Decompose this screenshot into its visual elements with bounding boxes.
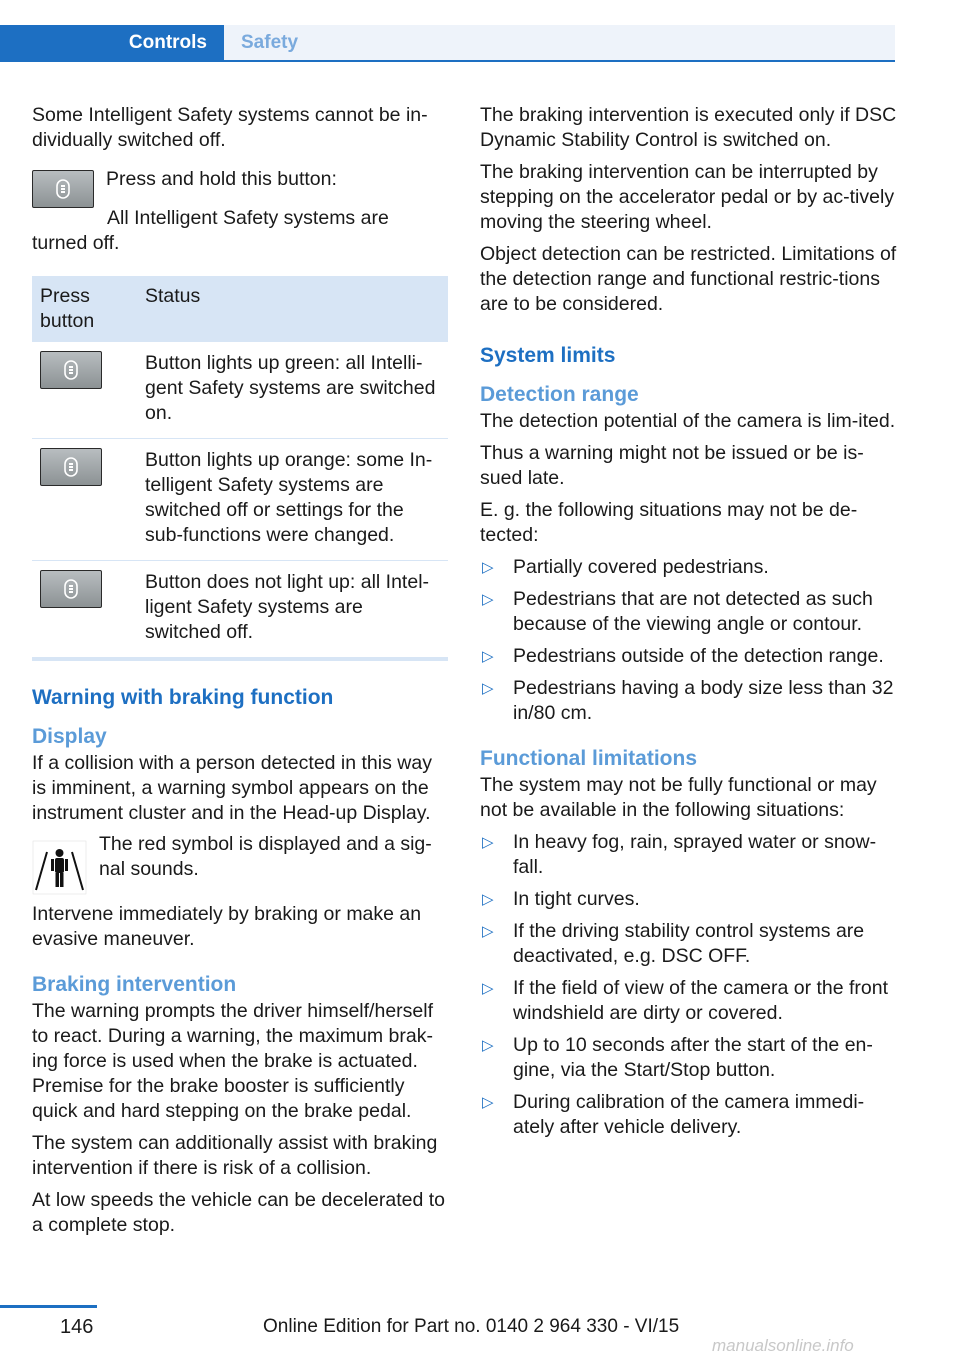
table-row — [32, 342, 448, 439]
watermark: manualsonline.info — [712, 1336, 854, 1355]
list-item: ▷ Pedestrians that are not detected as such because of the viewing angle or contour. — [482, 588, 873, 635]
press-button-instruction — [32, 167, 448, 208]
triangle-bullet-icon: ▷ — [482, 980, 494, 997]
list-item: ▷ In heavy fog, rain, sprayed water or snow-fall. — [482, 831, 877, 878]
braking-paragraph-3: At low speeds the vehicle can be decelerated to a complete stop. — [32, 1189, 446, 1236]
intro-paragraph: Some Intelligent Safety systems cannot be in-dividually switched off. — [32, 104, 428, 151]
table-row — [32, 439, 448, 561]
triangle-bullet-icon: ▷ — [482, 891, 494, 908]
display-paragraph: If a collision with a person detected in this way is imminent, a warning symbol appears on the instrument cluster and in the Head-up Display. — [32, 752, 432, 824]
edition-note: Online Edition for Part no. 0140 2 964 330 - VI/15 — [263, 1316, 680, 1337]
right-paragraph-3: Object detection can be restricted. Limitations of the detection range and functional restric-tions are to be considered. — [480, 243, 897, 315]
triangle-bullet-icon: ▷ — [482, 591, 494, 608]
left-column — [32, 103, 448, 1245]
footer-rule — [0, 1305, 97, 1308]
all-off-text: All Intelligent Safety systems are turned off. — [32, 207, 389, 254]
heading-system-limits: System limits — [480, 344, 616, 367]
detection-paragraph-3: E. g. the following situations may not be de-tected: — [480, 499, 858, 546]
triangle-bullet-icon: ▷ — [482, 559, 494, 576]
list-item: ▷ During calibration of the camera immedi-ately after vehicle delivery. — [482, 1091, 865, 1138]
triangle-bullet-icon: ▷ — [482, 648, 494, 665]
list-item: ▷ In tight curves. — [482, 888, 640, 910]
chapter-header — [0, 0, 895, 62]
triangle-bullet-icon: ▷ — [482, 923, 494, 940]
triangle-bullet-icon: ▷ — [482, 680, 494, 697]
triangle-bullet-icon: ▷ — [482, 1094, 494, 1111]
detection-paragraph-1: The detection potential of the camera is lim-ited. — [480, 410, 896, 432]
detection-list — [480, 555, 900, 726]
detection-paragraph-2: Thus a warning might not be issued or be is-sued late. — [480, 442, 864, 489]
heading-braking-intervention: Braking intervention — [32, 973, 237, 996]
press-hold-text: Press and hold this button: — [106, 168, 337, 190]
list-item: ▷ If the field of view of the camera or the front windshield are dirty or covered. — [482, 977, 889, 1024]
list-item: ▷ Up to 10 seconds after the start of the en-gine, via the Start/Stop button. — [482, 1034, 873, 1081]
button-off-icon — [40, 570, 102, 608]
intelligent-safety-button-icon — [32, 170, 94, 208]
header-status: Status — [145, 285, 201, 307]
right-column — [480, 103, 900, 1147]
heading-detection-range: Detection range — [480, 383, 639, 406]
header-press-button: Press button — [40, 285, 95, 332]
pedestrian-warning-icon — [32, 840, 87, 895]
heading-warning-braking: Warning with braking function — [32, 686, 334, 709]
triangle-bullet-icon: ▷ — [482, 1037, 494, 1054]
status-text: Button lights up green: all Intelli-gent Safety systems are switched on. — [145, 352, 436, 424]
status-text: Button does not light up: all Intel-ligent Safety systems are switched off. — [145, 571, 430, 643]
heading-display: Display — [32, 725, 107, 748]
page-number: 146 — [60, 1316, 94, 1338]
status-table — [32, 276, 448, 661]
braking-paragraph-2: The system can additionally assist with braking intervention if there is risk of a collision. — [32, 1132, 438, 1179]
braking-paragraph-1: The warning prompts the driver himself/herself to react. During a warning, the maximum brak-ing force is used when the brake is actuated. Premise for the brake booster is sufficiently quick and hard stepping on the brake pedal. — [32, 1000, 433, 1122]
table-header — [32, 276, 448, 342]
intervene-paragraph: Intervene immediately by braking or make an evasive maneuver. — [32, 903, 422, 950]
heading-functional-limitations: Functional limitations — [480, 747, 698, 770]
triangle-bullet-icon: ▷ — [482, 834, 494, 851]
list-item: ▷ Pedestrians having a body size less than 32 in/80 cm. — [482, 677, 894, 724]
header-divider — [0, 60, 895, 62]
button-green-icon — [40, 351, 102, 389]
list-item: ▷ Pedestrians outside of the detection range. — [482, 645, 884, 667]
status-text: Button lights up orange: some In-telligent Safety systems are switched off or settings for the sub-functions were changed. — [145, 449, 433, 546]
symbol-text: The red symbol is displayed and a sig-nal sounds. — [99, 833, 432, 880]
right-paragraph-2: The braking intervention can be interrupted by stepping on the accelerator pedal or by ac-tively moving the steering wheel. — [480, 161, 895, 233]
tab-controls[interactable]: Controls — [0, 25, 224, 61]
warning-symbol-row — [32, 833, 448, 895]
list-item: ▷ Partially covered pedestrians. — [482, 556, 769, 578]
tab-safety[interactable]: Safety — [224, 25, 895, 61]
table-row — [32, 561, 448, 657]
list-item: ▷ If the driving stability control systems are deactivated, e.g. DSC OFF. — [482, 920, 865, 967]
functional-paragraph: The system may not be fully functional or may not be available in the following situations: — [480, 774, 877, 821]
functional-list — [480, 830, 900, 1140]
button-orange-icon — [40, 448, 102, 486]
right-paragraph-1: The braking intervention is executed only if DSC Dynamic Stability Control is switched on. — [480, 104, 897, 151]
